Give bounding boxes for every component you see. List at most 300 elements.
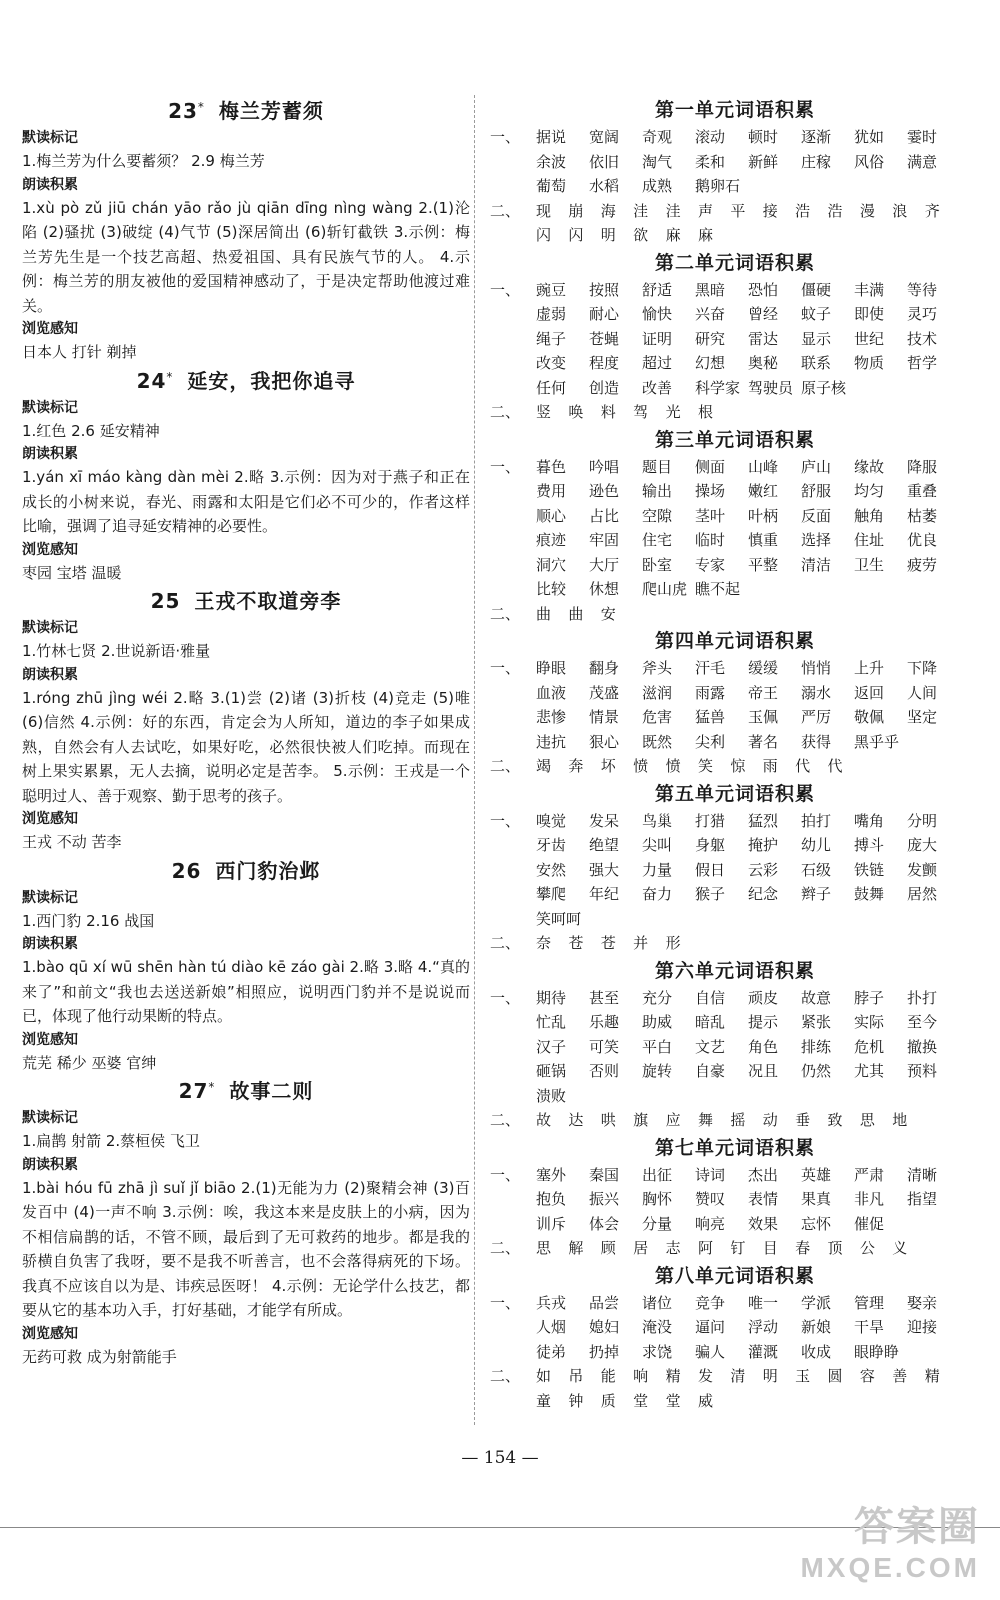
word: 任何: [536, 378, 567, 397]
word: 扑打: [907, 988, 938, 1007]
word: 催促: [854, 1214, 885, 1233]
word: 兴奋: [695, 305, 726, 323]
word: 力量: [642, 860, 673, 879]
word: 逐渐: [801, 128, 832, 146]
word-row: [490, 351, 980, 376]
word: 善: [892, 1367, 908, 1385]
word: 学派: [801, 1293, 832, 1312]
word: 山峰: [748, 457, 779, 476]
word: 效果: [748, 1214, 779, 1233]
word-cells: [536, 1315, 960, 1340]
word: 笑呵呵: [536, 909, 582, 928]
word: 预料: [907, 1062, 938, 1080]
word: 诸位: [642, 1293, 673, 1312]
lesson-title: [22, 95, 470, 127]
word: 蚊子: [801, 305, 832, 323]
word: 唤: [568, 403, 584, 421]
word: 瞧不起: [695, 580, 741, 598]
word: 满意: [907, 152, 938, 171]
word-row: [490, 1315, 980, 1340]
word: 水稻: [589, 177, 620, 195]
word: 表情: [748, 1190, 779, 1208]
word: 卫生: [854, 555, 885, 574]
word: 忘怀: [801, 1214, 832, 1233]
word-row: [490, 656, 980, 681]
word-row: [490, 1340, 980, 1365]
word: 忙乱: [536, 1013, 567, 1031]
word-cells: [536, 1187, 960, 1212]
word: 乐趣: [589, 1013, 620, 1031]
word: 训斥: [536, 1214, 567, 1233]
word: 绳子: [536, 329, 567, 348]
word: 年纪: [589, 885, 620, 903]
word: 闪: [568, 226, 584, 244]
word: 角色: [748, 1037, 779, 1056]
word: 科学家: [695, 378, 741, 397]
word: 思: [859, 1111, 875, 1129]
word: 滋润: [642, 683, 673, 702]
word: 斧头: [642, 659, 673, 677]
word-cells: [536, 223, 730, 248]
word: 狠心: [589, 732, 620, 751]
word: 自豪: [695, 1062, 726, 1080]
word: 缓缓: [748, 659, 779, 677]
column-divider: [474, 95, 475, 1425]
word: 改变: [536, 354, 567, 372]
word: 故意: [801, 988, 832, 1007]
word-cells: [536, 602, 633, 627]
word: 浮动: [748, 1318, 779, 1336]
word: 骗人: [695, 1342, 726, 1361]
word-cells: [536, 809, 960, 834]
word: 兵戎: [536, 1293, 567, 1312]
word-row: [490, 907, 980, 932]
word: 非凡: [854, 1190, 885, 1208]
section-text: 1.扁鹊 射箭 2.蔡桓侯 飞卫: [22, 1132, 200, 1150]
lesson-name: 王戎不取道旁李: [194, 589, 342, 613]
word: 苍: [600, 934, 616, 952]
word: 均匀: [854, 482, 885, 500]
word: 阿: [697, 1239, 713, 1257]
word: 砸锅: [536, 1062, 567, 1080]
word: 余波: [536, 152, 567, 171]
word: 目: [762, 1239, 778, 1257]
word-row: [490, 602, 980, 627]
lesson-name: 西门豹治邺: [215, 858, 321, 883]
word: 堂: [665, 1391, 681, 1410]
word-cells: [536, 1035, 960, 1060]
section-text: 1.róng zhū jìng wéi 2.略 3.(1)尝 (2)诸 (3)折枝 (4)竞走 (5)唯 (6)信然 4.示例：好的东西，肯定会为人所知，道边的李子如果成熟，自然会有人去试吃，如果好吃，必然很快被人们吃掉。而现在树上果实累累，无人去摘，说明必定是苦李。 5.示例：王戎是一个聪明过人、善于观察、勤于思考的孩子。: [22, 688, 470, 805]
word: 料: [600, 403, 616, 421]
word: 云彩: [748, 860, 779, 879]
word: 容: [859, 1367, 875, 1385]
word: 迎接: [907, 1318, 938, 1336]
word: 至今: [907, 1013, 938, 1031]
word: 曾经: [748, 305, 779, 323]
word: 优良: [907, 531, 938, 549]
word-row: [490, 931, 980, 956]
word: 题目: [642, 457, 673, 476]
word: 愤: [633, 757, 649, 775]
word: 撤换: [907, 1037, 938, 1056]
word: 惊: [730, 757, 746, 775]
word: 竖: [536, 403, 552, 421]
word: 创造: [589, 378, 620, 397]
word: 豌豆: [536, 280, 567, 299]
word: 况且: [748, 1062, 779, 1080]
word: 媳妇: [589, 1318, 620, 1336]
word: 嗅觉: [536, 811, 567, 830]
word-cells: [536, 553, 960, 578]
word: 奋力: [642, 885, 673, 903]
row-label: 二、: [490, 1367, 521, 1385]
word: 耐心: [589, 305, 620, 323]
word: 扔掉: [589, 1342, 620, 1361]
word-row: [490, 1389, 980, 1414]
word: 按照: [589, 280, 620, 299]
word: 幼儿: [801, 836, 832, 854]
word: 果真: [801, 1190, 832, 1208]
word: 敬佩: [854, 708, 885, 726]
word: 愉快: [642, 305, 673, 323]
word: 精: [665, 1367, 681, 1385]
section-heading: 朗读积累: [22, 666, 78, 683]
word: 茂盛: [589, 683, 620, 702]
word-cells: [536, 858, 960, 883]
word-row: [490, 504, 980, 529]
word: 葡萄: [536, 177, 567, 195]
word-cells: [536, 1340, 907, 1365]
word: 重叠: [907, 482, 938, 500]
word: 自信: [695, 988, 726, 1007]
lesson-title: [22, 365, 470, 397]
section-heading: 浏览感知: [22, 811, 78, 827]
word-row: [490, 754, 980, 779]
row-label: 二、: [490, 403, 521, 421]
word: 平: [730, 201, 746, 220]
section-heading: 默读标记: [22, 620, 78, 636]
word: 充分: [642, 988, 673, 1007]
word: 牙齿: [536, 836, 567, 854]
word: 茎叶: [695, 506, 726, 525]
section-text: 1.bào qū xí wū shēn hàn tú diào kē záo gài 2.略 3.略 4.“真的来了”和前文“我也去送送新娘”相照应，说明西门豹并不是说说而已，体现了他行动果断的特点。: [22, 958, 470, 1025]
word: 致: [827, 1111, 843, 1129]
word: 达: [568, 1111, 584, 1129]
word: 抱负: [536, 1190, 567, 1208]
unit-title: 第三单元词语积累: [654, 428, 815, 451]
word: 哲学: [907, 354, 938, 372]
word: 分量: [642, 1214, 673, 1233]
row-label: 二、: [490, 934, 521, 952]
word: 奇观: [642, 128, 673, 146]
left-column: [22, 95, 470, 1369]
word: 顺心: [536, 506, 567, 525]
unit-title: 第二单元词语积累: [654, 251, 815, 274]
word: 安然: [536, 860, 567, 879]
word: 浪: [892, 201, 908, 220]
section-text: 1.西门豹 2.16 战国: [22, 911, 155, 930]
section-text: 荒芜 稀少 巫婆 官绅: [22, 1053, 157, 1072]
word: 发颤: [907, 860, 938, 879]
word-row: [490, 150, 980, 175]
word: 崩: [568, 201, 584, 220]
word: 攀爬: [536, 885, 567, 903]
word: 爬山虎: [642, 580, 688, 598]
word: 危害: [642, 708, 673, 726]
word: 汉子: [536, 1037, 567, 1056]
word: 胸怀: [642, 1190, 673, 1208]
word: 石级: [801, 860, 832, 879]
word: 严肃: [854, 1165, 885, 1184]
word: 费用: [536, 482, 567, 500]
section-heading: 浏览感知: [22, 321, 78, 337]
word: 帝王: [748, 683, 779, 702]
word: 猛兽: [695, 708, 726, 726]
word: 灵巧: [907, 305, 938, 323]
word: 坏: [600, 757, 616, 775]
word: 绝望: [589, 836, 620, 854]
word: 否则: [589, 1062, 620, 1080]
word: 鼓舞: [854, 885, 885, 903]
word: 柔和: [695, 152, 726, 171]
word: 黑乎乎: [854, 732, 900, 751]
word: 接: [762, 201, 778, 220]
lesson-number: 23: [168, 99, 198, 123]
word-cells: [536, 656, 960, 681]
word: 驾驶员: [748, 378, 794, 397]
word: 住宅: [642, 531, 673, 549]
word: 等待: [907, 280, 938, 299]
word-row: [490, 1163, 980, 1188]
word: 摇: [730, 1111, 746, 1129]
word-cells: [536, 1236, 925, 1261]
word: 竞争: [695, 1293, 726, 1312]
word: 打猎: [695, 811, 726, 830]
word: 物质: [854, 354, 885, 372]
word-row: [490, 327, 980, 352]
section-heading: 浏览感知: [22, 1325, 78, 1342]
word: 助威: [642, 1013, 673, 1031]
word: 淹没: [642, 1318, 673, 1336]
lesson-number: 24: [136, 368, 167, 393]
word-row: [490, 1084, 980, 1109]
word: 形: [665, 934, 681, 952]
word-row: [490, 1364, 980, 1389]
unit-title: 第一单元词语积累: [654, 99, 815, 121]
word: 霎时: [907, 128, 938, 146]
word-cells: [536, 833, 960, 858]
section-heading: 默读标记: [22, 889, 78, 906]
section-text: 1.梅兰芳为什么要蓄须？ 2.9 梅兰芳: [22, 152, 265, 170]
section-text: 1.竹林七贤 2.世说新语·雅量: [22, 642, 211, 660]
word: 童: [536, 1391, 552, 1410]
word: 公: [859, 1239, 875, 1257]
word: 竭: [536, 757, 552, 775]
word: 清晰: [907, 1165, 938, 1184]
word: 嘴角: [854, 811, 885, 830]
word: 掩护: [748, 836, 779, 854]
word-cells: [536, 907, 589, 932]
word: 血液: [536, 683, 567, 702]
word: 成熟: [642, 177, 673, 195]
word-cells: [536, 479, 960, 504]
word: 求饶: [642, 1342, 673, 1361]
word: 实际: [854, 1013, 885, 1031]
word: 枯萎: [907, 506, 938, 525]
word-row: [490, 302, 980, 327]
row-label: 一、: [490, 1293, 521, 1312]
word-row: [490, 705, 980, 730]
word-row: [490, 479, 980, 504]
unit-title: 第六单元词语积累: [654, 959, 815, 982]
word: 玉: [795, 1367, 811, 1385]
word-cells: [536, 174, 748, 199]
word: 雨露: [695, 683, 726, 702]
word: 嫩红: [748, 482, 779, 500]
word: 紧张: [801, 1013, 832, 1031]
word: 痕迹: [536, 531, 567, 549]
word: 大厅: [589, 555, 620, 574]
word: 管理: [854, 1293, 885, 1312]
word-cells: [536, 504, 960, 529]
word-row: [490, 199, 980, 224]
word: 睁眼: [536, 659, 567, 677]
word: 光: [665, 403, 681, 421]
section-heading: 默读标记: [22, 399, 78, 416]
word: 义: [892, 1239, 908, 1257]
word-cells: [536, 705, 960, 730]
word: 圆: [827, 1367, 843, 1385]
word: 卧室: [642, 555, 673, 574]
section-heading: 朗读积累: [22, 176, 78, 193]
word: 可笑: [589, 1037, 620, 1056]
word: 既然: [642, 732, 673, 751]
word-row: [490, 1059, 980, 1084]
word: 干旱: [854, 1318, 885, 1336]
word: 显示: [801, 329, 832, 348]
word: 灌溉: [748, 1342, 779, 1361]
word-row: [490, 833, 980, 858]
row-label: 一、: [490, 457, 521, 476]
word: 疲劳: [907, 555, 938, 574]
word: 触角: [854, 506, 885, 525]
section-heading: 朗读积累: [22, 1156, 78, 1173]
word: 居: [633, 1239, 649, 1257]
word: 尖叫: [642, 836, 673, 854]
section-text: 1.bài hóu fū zhā jì suǐ jǐ biāo 2.(1)无能为力 (2)聚精会神 (3)百发百中 (4)一声不响 3.示例：唉，我这本来是皮肤上的小病，因为不相信扁鹊的话，不管不顾，最后到了无可救药的地步。都是我的骄横自负害了我呀，要不是我不听善言，也不会落得病死的下场。我真不应该自以为是、讳疾忌医呀！ 4.示例：无论学什么技艺，都要从它的基本功入手，打好基础，才能学有所成。: [22, 1178, 470, 1319]
word: 代: [827, 757, 843, 775]
word: 违抗: [536, 732, 567, 751]
word: 顶: [827, 1239, 843, 1257]
word: 辫子: [801, 885, 832, 903]
section-heading: 默读标记: [22, 1110, 78, 1126]
section-text: 无药可救 成为射箭能手: [22, 1347, 177, 1366]
word-row: [490, 1108, 980, 1133]
word: 应: [665, 1111, 681, 1129]
word-cells: [536, 278, 960, 303]
word: 齐: [924, 201, 940, 220]
word: 危机: [854, 1037, 885, 1056]
word: 选择: [801, 531, 832, 549]
word: 诗词: [695, 1165, 726, 1184]
section-text: 日本人 打针 剃掉: [22, 343, 137, 361]
word-row: [490, 174, 980, 199]
word: 钟: [568, 1391, 584, 1410]
word: 洼: [665, 201, 681, 220]
word-row: [490, 1291, 980, 1316]
section-text: 1.xù pò zǔ jiū chán yāo rǎo jù qiān dīng nìng wàng 2.(1)沦陷 (2)骚扰 (3)破绽 (4)气节 (5)深居简出 (6)斩钉截铁 3.示例：梅兰芳先生是一个技艺高超、热爱祖国、具有民族气节的人。 4.示例：梅兰芳的朋友被他的爱国精神感动了，于是决定帮助他渡过难关。: [22, 198, 470, 315]
word-cells: [536, 1389, 730, 1414]
word: 玉佩: [748, 708, 779, 726]
section-text: 1.红色 2.6 延安精神: [22, 421, 160, 440]
word-cells: [536, 455, 960, 480]
word: 舒适: [642, 280, 673, 299]
word-cells: [536, 150, 960, 175]
lesson-name: 故事二则: [229, 1079, 314, 1103]
word: 并: [633, 934, 649, 952]
word: 黑暗: [695, 280, 726, 299]
word: 原子核: [801, 378, 847, 397]
word-row: [490, 1035, 980, 1060]
word: 欲: [633, 226, 649, 244]
lesson-number: 25: [150, 589, 181, 613]
word-row: [490, 858, 980, 883]
word: 超过: [642, 354, 673, 372]
word-row: [490, 376, 980, 401]
unit-title: 第七单元词语积累: [654, 1136, 815, 1159]
word-row: [490, 1236, 980, 1261]
word: 庞大: [907, 836, 938, 854]
word: 假日: [695, 860, 726, 879]
lesson-title: [22, 855, 470, 887]
word: 动: [762, 1111, 778, 1129]
word: 吟唱: [589, 457, 620, 476]
word: 即使: [854, 305, 885, 323]
word: 质: [600, 1391, 616, 1410]
word: 世纪: [854, 329, 885, 348]
word: 尖利: [695, 732, 726, 751]
word-row: [490, 400, 980, 425]
word: 徒弟: [536, 1342, 567, 1361]
word: 如: [536, 1367, 552, 1385]
word: 宽阔: [589, 128, 620, 146]
word: 唯一: [748, 1293, 779, 1312]
word: 居然: [907, 885, 938, 903]
word-cells: [536, 1059, 960, 1084]
word: 哄: [600, 1111, 616, 1129]
word: 获得: [801, 732, 832, 751]
section-text: 王戎 不动 苦李: [22, 833, 122, 851]
word: 严厉: [801, 708, 832, 726]
word: 住址: [854, 531, 885, 549]
word: 杰出: [748, 1165, 779, 1184]
word: 平白: [642, 1037, 673, 1056]
word: 研究: [695, 329, 726, 348]
word: 猴子: [695, 885, 726, 903]
word: 虚弱: [536, 305, 567, 323]
word: 反面: [801, 506, 832, 525]
word-row: [490, 882, 980, 907]
row-label: 一、: [490, 659, 521, 677]
word: 顾: [600, 1239, 616, 1257]
word-cells: [536, 1291, 960, 1316]
word: 旋转: [642, 1062, 673, 1080]
word: 笑: [697, 757, 713, 775]
word-cells: [536, 327, 960, 352]
word: 麻: [665, 226, 681, 244]
word: 暮色: [536, 457, 567, 476]
unit-title: 第五单元词语积累: [654, 782, 815, 805]
